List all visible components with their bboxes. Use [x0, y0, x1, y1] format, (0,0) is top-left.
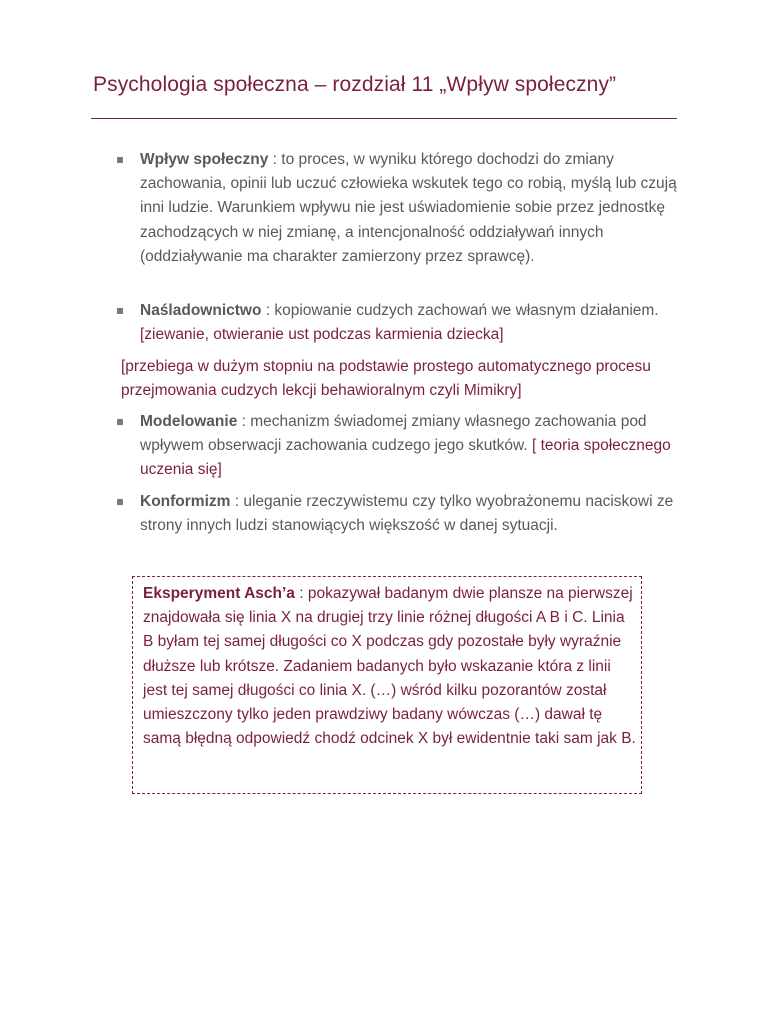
bullet-icon — [117, 308, 123, 314]
experiment-text — [143, 582, 639, 751]
term-label: Naśladownictwo — [140, 302, 262, 319]
term-label: Konformizm — [140, 493, 231, 510]
bullet-icon — [117, 499, 123, 505]
asch-experiment-box — [132, 576, 642, 794]
term-label: Modelowanie — [140, 413, 238, 430]
page-title: Psychologia społeczna – rozdział 11 „Wpływ społeczny” — [93, 73, 617, 96]
experiment-term: Eksperyment Asch’a — [143, 585, 295, 602]
list-item-text — [140, 410, 680, 483]
definition-text: : kopiowanie cudzych zachowań we własnym działaniem. — [261, 302, 659, 319]
definition-text: : to proces, w wyniku którego dochodzi do zmiany zachowania, opinii lub uczuć człowieka wskutek tego co robią, myślą lub czują inni ludzie. Warunkiem wpływu nie jest uświadomienie sobie przez jednostkę zachodzących w niej zmianę, a intencjonalność oddziaływań innych (oddziaływanie ma charakter zamierzony przez sprawcę). — [140, 151, 677, 265]
mimicry-note: [przebiega w dużym stopniu na podstawie prostego automatycznego procesu przejmowania cudzych lekcji behawioralnym czyli Mimikry] — [121, 358, 651, 400]
list-item-text — [140, 299, 680, 347]
term-label: Wpływ społeczny — [140, 151, 269, 168]
definition-text: : mechanizm świadomej zmiany własnego zachowania pod wpływem obserwacji zachowania cudzego jego skutków. — [140, 413, 647, 455]
definition-text: : uleganie rzeczywistemu czy tylko wyobrażonemu naciskowi ze strony innych ludzi stanowiących większość w danej sytuacji. — [140, 493, 674, 535]
experiment-description: : pokazywał badanym dwie plansze na pierwszej znajdowała się linia X na drugiej trzy linie różnej długości A B i C. Linia B byłam tej samej długości co X podczas gdy pozostałe były wyraźnie dłuższe lub krótsze. Zadaniem badanych było wskazanie która z linii jest tej samej długości co linia X. (…) wśród kilku pozorantów został umieszczony tylko jeden prawdziwy badany wówczas (…) dawał tę samą błędną odpowiedź chodź odcinek X był ewidentnie taki sam jak B. — [143, 585, 636, 748]
example-text: [ teoria społecznego uczenia się] — [140, 437, 671, 479]
list-item-text — [140, 490, 680, 538]
list-item-text — [140, 148, 680, 269]
example-text: [ziewanie, otwieranie ust podczas karmienia dziecka] — [140, 326, 504, 344]
bullet-icon — [117, 157, 123, 163]
title-divider — [91, 118, 677, 119]
bullet-icon — [117, 419, 123, 425]
